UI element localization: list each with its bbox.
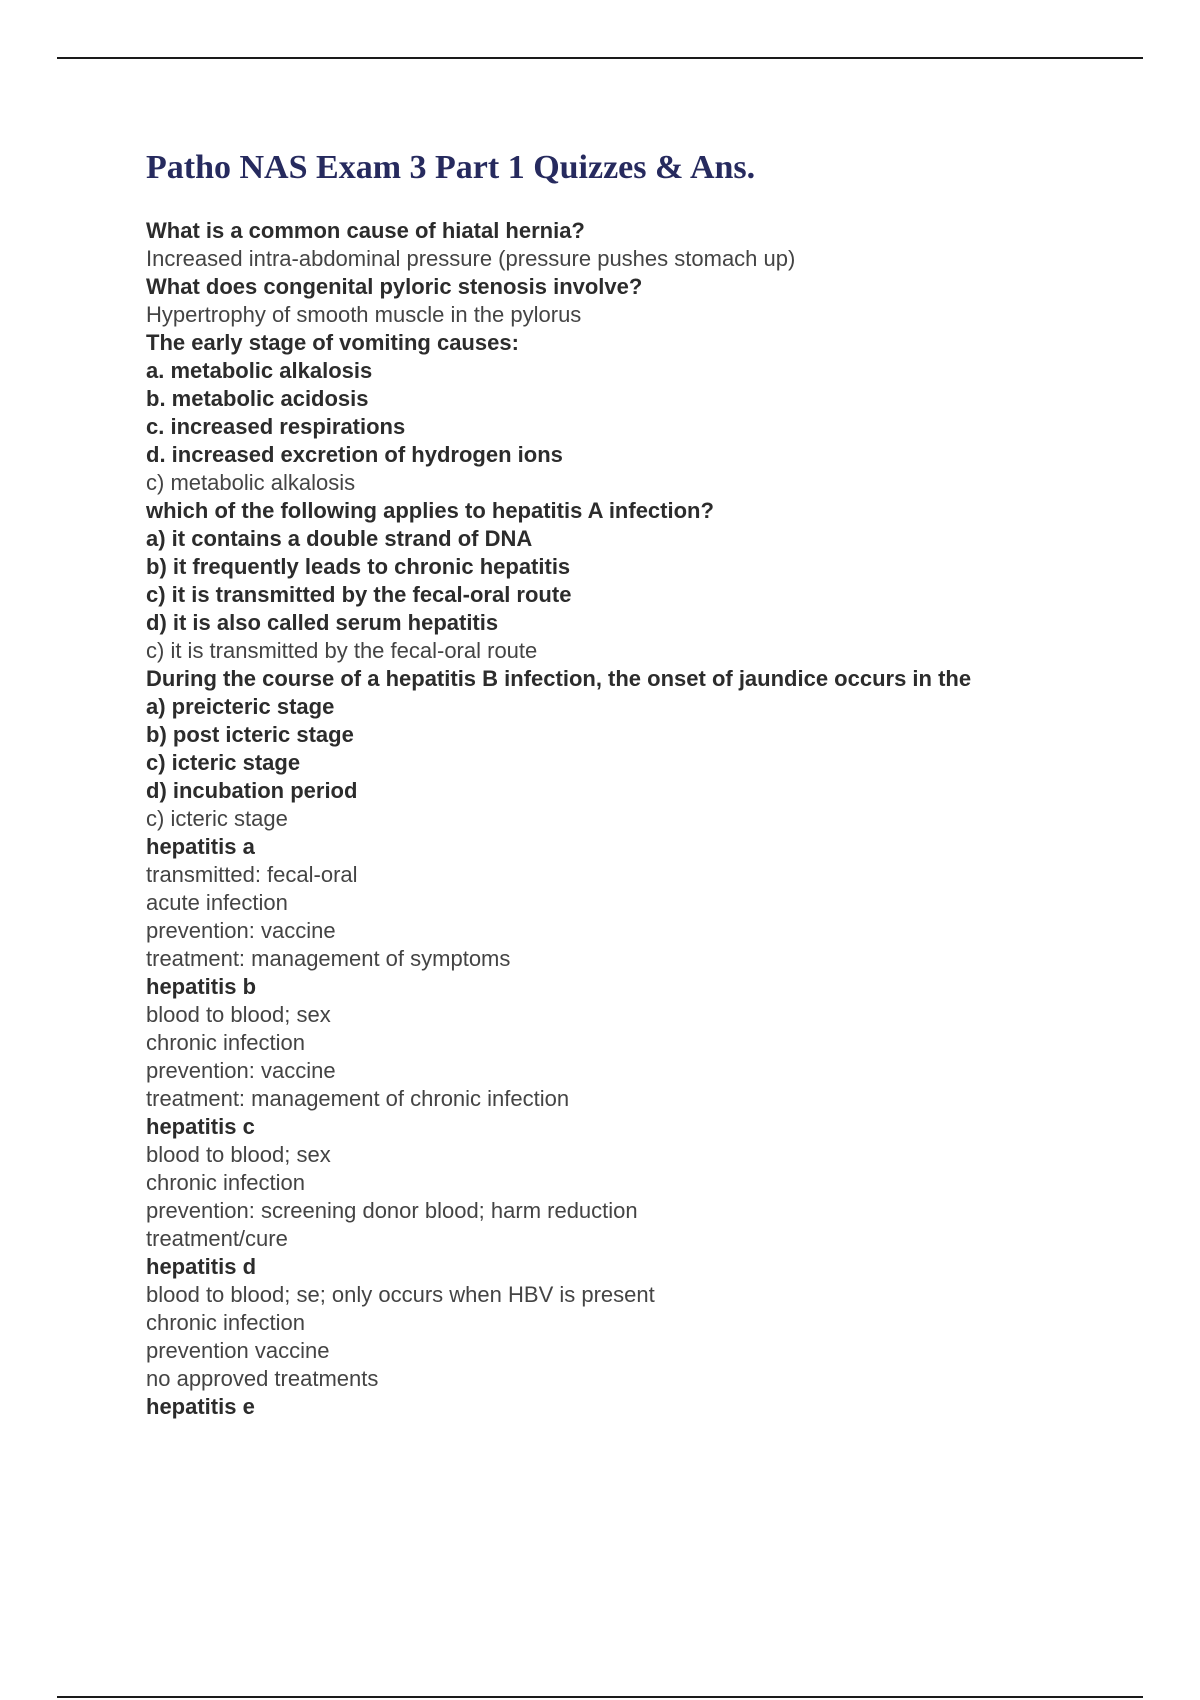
question-line: hepatitis a — [146, 834, 255, 859]
question-line: d) it is also called serum hepatitis — [146, 610, 499, 635]
question-line: d) incubation period — [146, 778, 358, 803]
question-line: hepatitis d — [146, 1254, 257, 1279]
question-line: b) post icteric stage — [146, 722, 354, 747]
question-line: What is a common cause of hiatal hernia? — [146, 218, 585, 243]
question-line: a. metabolic alkalosis — [146, 358, 373, 383]
answer-line: chronic infection — [146, 1310, 305, 1335]
question-line: c) icteric stage — [146, 750, 301, 775]
answer-line: prevention: vaccine — [146, 1058, 336, 1083]
answer-line: blood to blood; sex — [146, 1142, 331, 1167]
answer-line: treatment/cure — [146, 1226, 288, 1251]
answer-line: transmitted: fecal-oral — [146, 862, 358, 887]
answer-line: prevention: screening donor blood; harm reduction — [146, 1198, 638, 1223]
page-title: Patho NAS Exam 3 Part 1 Quizzes & Ans. — [146, 149, 756, 186]
answer-line: Hypertrophy of smooth muscle in the pylorus — [146, 302, 582, 327]
question-line: b. metabolic acidosis — [146, 386, 369, 411]
answer-line: treatment: management of symptoms — [146, 946, 511, 971]
answer-line: treatment: management of chronic infection — [146, 1086, 570, 1111]
answer-line: prevention: vaccine — [146, 918, 336, 943]
answer-line: chronic infection — [146, 1030, 305, 1055]
top-rule — [57, 57, 1143, 59]
answer-line: blood to blood; sex — [146, 1002, 331, 1027]
question-line: The early stage of vomiting causes: — [146, 330, 519, 355]
question-line: hepatitis c — [146, 1114, 255, 1139]
answer-line: chronic infection — [146, 1170, 305, 1195]
answer-line: prevention vaccine — [146, 1338, 330, 1363]
question-line: b) it frequently leads to chronic hepatitis — [146, 554, 571, 579]
question-line: a) it contains a double strand of DNA — [146, 526, 533, 551]
question-line: a) preicteric stage — [146, 694, 335, 719]
answer-line: c) icteric stage — [146, 806, 288, 831]
question-line: During the course of a hepatitis B infection, the onset of jaundice occurs in the — [146, 666, 972, 691]
question-line: which of the following applies to hepatitis A infection? — [146, 498, 714, 523]
question-line: What does congenital pyloric stenosis involve? — [146, 274, 643, 299]
answer-line: c) it is transmitted by the fecal-oral route — [146, 638, 538, 663]
question-line: c) it is transmitted by the fecal-oral route — [146, 582, 572, 607]
answer-line: c) metabolic alkalosis — [146, 470, 356, 495]
qa-content — [146, 217, 1146, 1421]
question-line: hepatitis b — [146, 974, 257, 999]
answer-line: no approved treatments — [146, 1366, 379, 1391]
bottom-rule — [57, 1696, 1143, 1698]
answer-line: Increased intra-abdominal pressure (pressure pushes stomach up) — [146, 246, 796, 271]
question-line: d. increased excretion of hydrogen ions — [146, 442, 563, 467]
answer-line: blood to blood; se; only occurs when HBV is present — [146, 1282, 655, 1307]
answer-line: acute infection — [146, 890, 288, 915]
question-line: c. increased respirations — [146, 414, 406, 439]
question-line: hepatitis e — [146, 1394, 255, 1419]
